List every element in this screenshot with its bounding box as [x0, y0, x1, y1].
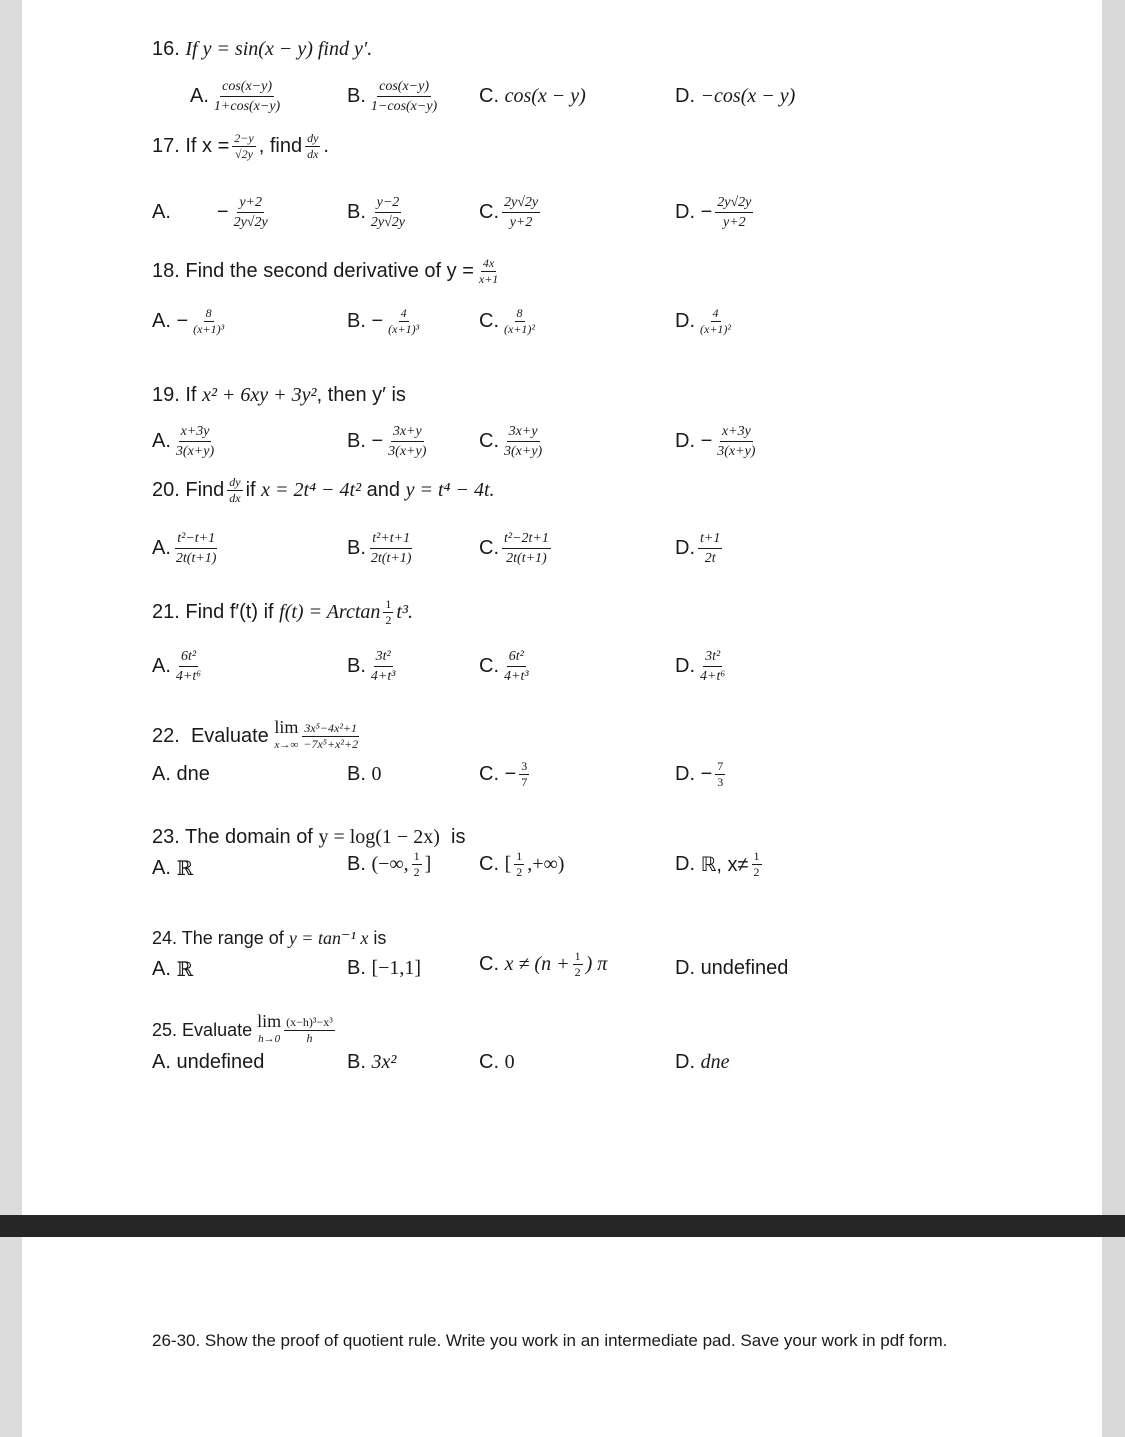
q25-option-c: C. 0 [479, 1051, 515, 1073]
q23-option-a: A. ℝ [152, 857, 194, 880]
q21-option-d: D. $\frac{\text{3t²}}{\text{4+t⁶}}$ [675, 649, 726, 684]
q18-option-c: C. $\frac{8}{\text{(x+1)²}}$ [479, 306, 536, 336]
q19-option-d: D. − $\frac{x+3y}{3(x+y)}$ [675, 424, 756, 459]
q18-option-a: A. − $\frac{8}{\text{(x+1)³}}$ [152, 306, 225, 336]
q17-option-d: D. − $\frac{2y√2y}{y+2}$ [675, 195, 752, 230]
q20-option-b: B. $\frac{\text{t²+t+1}}{2t(t+1)}$ [347, 531, 412, 566]
q16-option-c: C. cos(x − y) [479, 85, 586, 107]
q23-option-b: B. (−∞, $\frac{1}{2}$ ] [347, 849, 432, 879]
q24-option-b: B. [−1,1] [347, 957, 422, 979]
q17-option-b: B. $\frac{y-2}{2y√2y}$ [347, 195, 406, 230]
q17-option-a: A. − $\frac{y+2}{2y√2y}$ [152, 195, 268, 230]
question-23: 23. The domain of y = log(1 − 2x) is [152, 826, 466, 848]
q20-option-d: D. $\frac{t+1}{2t}$ [675, 531, 721, 566]
question-16: 16. If y = sin(x − y) find y′. [152, 38, 373, 60]
q16-option-b: B. $\frac{\cos(x-y)}{1-\cos(x-y)}$ [347, 79, 438, 114]
question-21: 21. Find f′(t) if f(t) = Arctan $\frac{1}{2}$ t³. [152, 597, 413, 627]
question-18: 18. Find the second derivative of y = $\frac{4x}{x+1}$ [152, 256, 499, 286]
page-divider [0, 1215, 1125, 1237]
q20-option-c: C. $\frac{\text{t²−2t+1}}{2t(t+1)}$ [479, 531, 549, 566]
q22-option-a: A. dne [152, 763, 210, 785]
q23-option-c: C. [ $\frac{1}{2}$ ,+∞) [479, 849, 565, 879]
q20-option-a: A. $\frac{\text{t²−t+1}}{2t(t+1)}$ [152, 531, 217, 566]
q24-option-c: C. x ≠ (n + $\frac{1}{2}$ ) π [479, 949, 608, 979]
q17-option-c: C. $\frac{2y√2y}{y+2}$ [479, 195, 539, 230]
q19-option-a: A. $\frac{x+3y}{3(x+y)}$ [152, 424, 215, 459]
worksheet-page-2 [22, 1237, 1102, 1437]
q21-option-a: A. $\frac{\text{6t²}}{\text{4+t⁶}}$ [152, 649, 202, 684]
q18-option-b: B. − $\frac{4}{\text{(x+1)³}}$ [347, 306, 420, 336]
q22-option-c: C. − $\frac{3}{7}$ [479, 759, 528, 789]
q21-option-c: C. $\frac{\text{6t²}}{\text{4+t³}}$ [479, 649, 529, 684]
q24-option-a: A. ℝ [152, 958, 194, 981]
question-20: 20. Find $\frac{dy}{dx}$ if x = 2t⁴ − 4t² and y = t⁴ − 4t. [152, 475, 495, 505]
worksheet-page-1 [22, 0, 1102, 1215]
q16-option-d: D. −cos(x − y) [675, 85, 796, 107]
q19-option-b: B. − $\frac{3x+y}{3(x+y)}$ [347, 424, 427, 459]
q25-option-a: A. undefined [152, 1051, 265, 1073]
question-19: 19. If x² + 6xy + 3y², then y′ is [152, 384, 406, 406]
q22-option-b: B. 0 [347, 763, 382, 785]
q25-option-b: B. 3x² [347, 1051, 397, 1073]
q25-option-d: D. dne [675, 1051, 730, 1073]
q22-option-d: D. − $\frac{7}{3}$ [675, 759, 724, 789]
q23-option-d: D. ℝ, x≠ $\frac{1}{2}$ [675, 849, 760, 879]
q21-option-b: B. $\frac{\text{3t²}}{\text{4+t³}}$ [347, 649, 396, 684]
q18-option-d: D. $\frac{4}{\text{(x+1)²}}$ [675, 306, 732, 336]
question-22: 22. Evaluate lim x→∞ $\frac{\text{3x⁵−4x²+1}}{\text{−7x⁵+x²+2}}$ [152, 717, 359, 751]
question-17: 17. If x = $\frac{2-y}{√2y}$ , find $\frac{dy}{dx}$ . [152, 131, 329, 161]
q16-option-a: A. $\frac{\cos(x-y)}{1+\cos(x-y)}$ [190, 79, 281, 114]
question-24: 24. The range of y = tan⁻¹ x is [152, 928, 387, 948]
q24-option-d: D. undefined [675, 957, 789, 979]
footer-instruction: 26-30. Show the proof of quotient rule. Write you work in an intermediate pad. Save your work in pdf form. [152, 1331, 948, 1350]
question-25: 25. Evaluate lim h→0 $\frac{\text{(x−h)³−x³}}{h}$ [152, 1011, 333, 1045]
q19-option-c: C. $\frac{3x+y}{3(x+y)}$ [479, 424, 543, 459]
